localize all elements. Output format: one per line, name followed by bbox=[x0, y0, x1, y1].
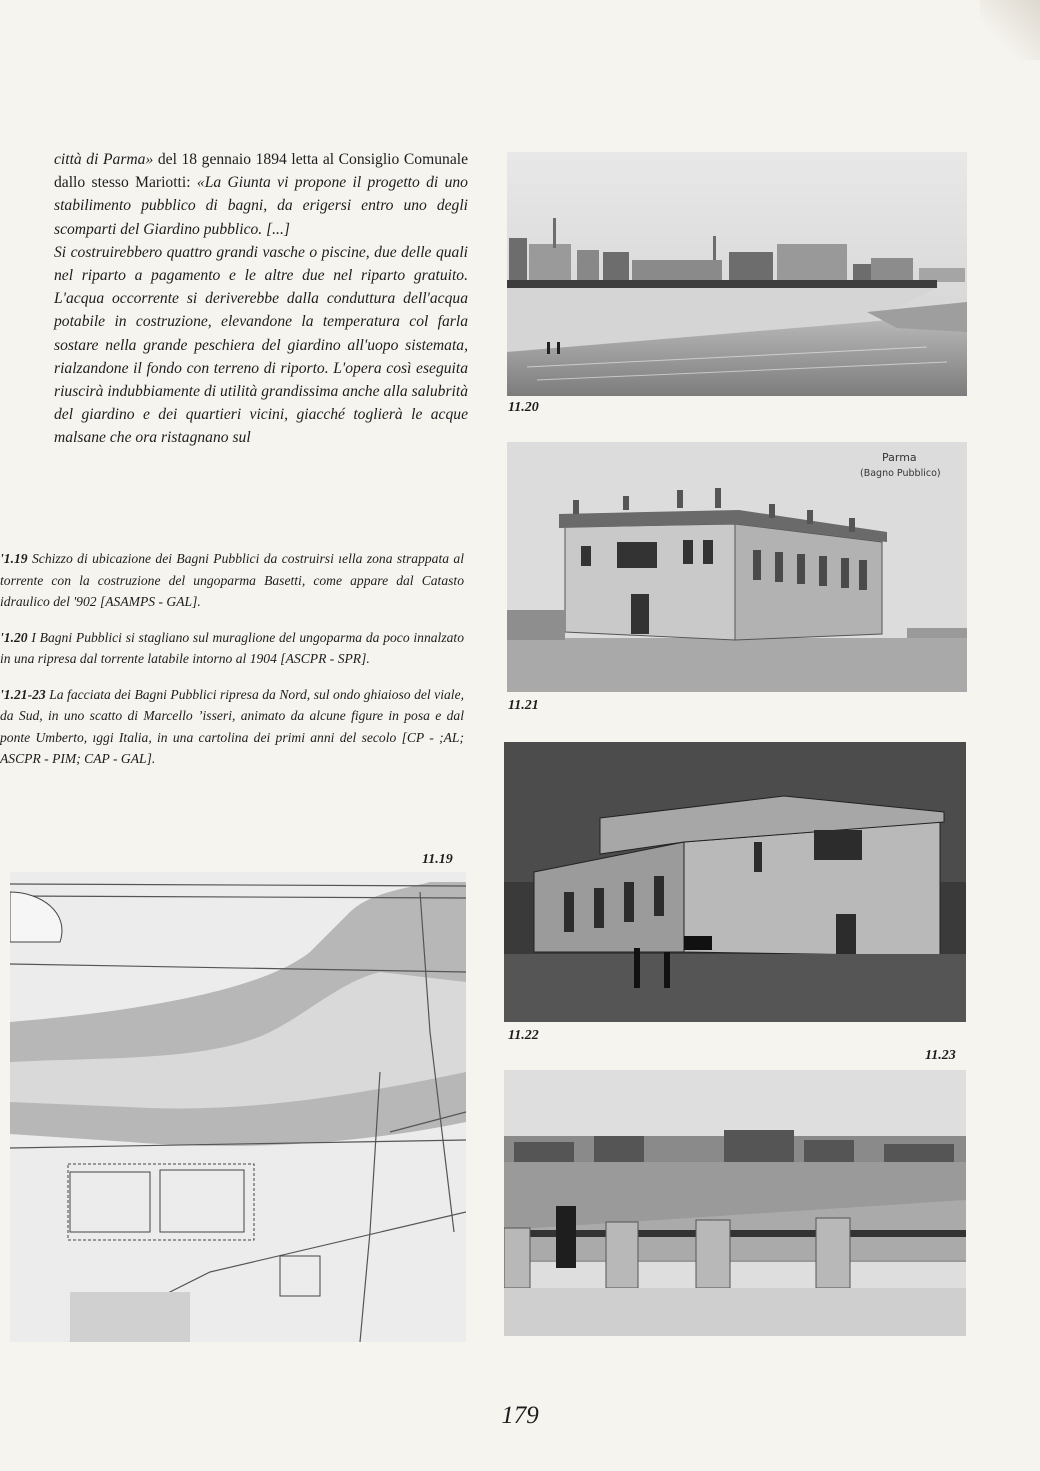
caption-text: La facciata dei Bagni Pubblici ripresa da Nord, sul ondo ghiaioso del viale, da Sud, in uno scatto di Marcello ʼisseri, animato da alcune figure in posa e dal ponte Umberto, ıggi Italia, in una cartolina dei primi anni del secolo [CP - ;AL; ASCPR - PIM; CAP - GAL]. bbox=[0, 686, 464, 766]
caption-number: '1.20 bbox=[0, 629, 28, 645]
body-seg: del 18 gennaio 1894 letta al Consiglio Comunale dallo stesso Mariotti: bbox=[54, 151, 468, 192]
figure-label-11-19: 11.19 bbox=[422, 852, 453, 867]
caption-11-21-23 bbox=[0, 684, 464, 770]
body-seg: città di Parma» bbox=[54, 151, 154, 168]
postcard-title: Parma bbox=[882, 451, 917, 464]
body-text bbox=[54, 148, 468, 450]
page-corner-shade bbox=[980, 0, 1040, 60]
photo-11-22 bbox=[504, 742, 966, 1022]
figure-label-11-20: 11.20 bbox=[508, 400, 539, 415]
caption-text: I Bagni Pubblici si stagliano sul muraglione del ungoparma da poco innalzato in una ripresa dal torrente latabile intorno al 1904 [ASCPR - SPR]. bbox=[0, 629, 464, 666]
caption-11-19 bbox=[0, 548, 464, 613]
figure-label-11-22: 11.22 bbox=[508, 1028, 539, 1043]
figure-label-11-23: 11.23 bbox=[925, 1048, 956, 1063]
body-paragraph-1 bbox=[54, 148, 468, 241]
photo-11-21 bbox=[507, 442, 967, 692]
body-paragraph-2: Si costruirebbero quattro grandi vasche o piscine, due delle quali nel riparto a pagamento e le altre due nel riparto gratuito. L'acqua occorrente si deriverebbe dalla conduttura dell'acqua potabile in costruzione, elevandone la temperatura col farla sostare nella grande peschiera del giardino all'uopo sistemata, rialzandone il fondo con terreno di riporto. L'opera così eseguita riuscirà indubbiamente di utilità grandissima anche alla salubrità del giardino e dei quartieri vicini, giacché toglierà le acque malsane che ora ristagnano sul bbox=[54, 243, 468, 447]
map-11-19 bbox=[10, 872, 466, 1342]
photo-11-23 bbox=[504, 1070, 966, 1336]
figure-label-11-21: 11.21 bbox=[508, 698, 539, 713]
photo-11-20 bbox=[507, 152, 967, 396]
caption-text: Schizzo di ubicazione dei Bagni Pubblici da costruirsi ıella zona strappata al torrente con la costruzione del ungoparma Basetti, come appare dal Catasto idraulico del '902 [ASAMPS - GAL]. bbox=[0, 551, 464, 609]
caption-number: '1.21-23 bbox=[0, 686, 46, 702]
page-number: 179 bbox=[501, 1402, 539, 1429]
figure-captions bbox=[0, 548, 464, 784]
body-seg: «La Giunta vi propone il progetto di uno stabilimento pubblico di bagni, da erigersi entro uno degli scomparti del Giardino pubblico. [...] bbox=[54, 174, 468, 238]
caption-number: '1.19 bbox=[0, 551, 28, 566]
postcard-subtitle: (Bagno Pubblico) bbox=[860, 468, 941, 479]
caption-11-20 bbox=[0, 627, 464, 670]
